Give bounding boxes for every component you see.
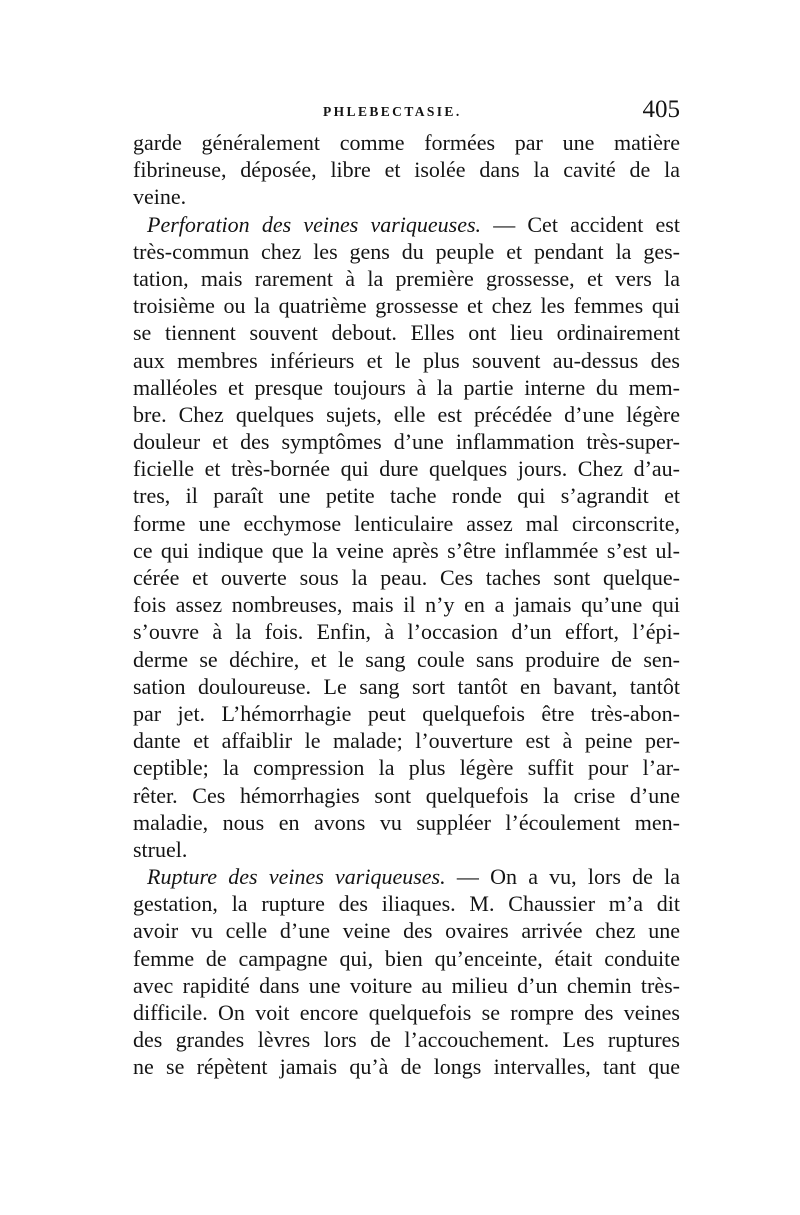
text-line: ceptible; la compression la plus légère suffit pour l’ar-: [133, 755, 680, 781]
text-line: avoir vu celle d’une veine des ovaires arrivée chez une: [133, 918, 680, 944]
text-line: ficielle et très-bornée qui dure quelques jours. Chez d’au-: [133, 456, 680, 482]
text-line: femme de campagne qui, bien qu’enceinte, était conduite: [133, 945, 680, 971]
running-head: PHLEBECTASIE.: [323, 104, 462, 119]
text-line: derme se déchire, et le sang coule sans produire de sen-: [133, 646, 680, 672]
page-number: 405: [642, 96, 680, 123]
section-heading: Rupture des veines variqueuses.: [147, 864, 446, 890]
text-line: veine.: [133, 184, 187, 210]
text-line: forme une ecchymose lenticulaire assez mal circonscrite,: [133, 510, 680, 536]
text-line: se tiennent souvent debout. Elles ont lieu ordinairement: [133, 320, 680, 346]
text-line: par jet. L’hémorrhagie peut quelquefois être très-abon-: [133, 700, 680, 726]
text-line: fois assez nombreuses, mais il n’y en a jamais qu’une qui: [133, 592, 680, 618]
text-line: maladie, nous en avons vu suppléer l’écoulement men-: [133, 809, 680, 835]
text-line: cérée et ouverte sous la peau. Ces taches sont quelque-: [133, 565, 680, 590]
text-line: avec rapidité dans une voiture au milieu d’un chemin très-: [133, 972, 680, 998]
text-line: difficile. On voit encore quelquefois se rompre des veines: [133, 1000, 680, 1025]
text-line: fibrineuse, déposée, libre et isolée dans la cavité de la: [133, 157, 680, 183]
section-heading-line: Rupture des veines variqueuses. — On a vu, lors de la: [147, 864, 680, 890]
page-header: [133, 96, 680, 130]
text-line: rêter. Ces hémorrhagies sont quelquefois la crise d’une: [133, 782, 680, 808]
text-line: bre. Chez quelques sujets, elle est précédée d’une légère: [133, 401, 680, 427]
text-line: tres, il paraît une petite tache ronde qui s’agrandit et: [133, 483, 680, 509]
text-line: ce qui indique que la veine après s’être inflammée s’est ul-: [133, 537, 680, 563]
section-heading-line: Perforation des veines variqueuses. — Cet accident est: [147, 211, 680, 237]
text-line: dante et affaiblir le malade; l’ouverture est à peine per-: [133, 728, 680, 754]
text-line: struel.: [133, 836, 188, 862]
text-line: garde généralement comme formées par une matière: [133, 130, 680, 155]
text-line: sation douloureuse. Le sang sort tantôt en bavant, tantôt: [133, 673, 680, 699]
text-line: gestation, la rupture des iliaques. M. Chaussier m’a dit: [133, 891, 680, 917]
text-line: malléoles et presque toujours à la partie interne du mem-: [133, 374, 680, 400]
text-line: très-commun chez les gens du peuple et pendant la ges-: [133, 238, 680, 264]
body-text: [133, 129, 680, 1081]
text-line: aux membres inférieurs et le plus souvent au-dessus des: [133, 347, 680, 373]
text-line: des grandes lèvres lors de l’accouchement. Les ruptures: [133, 1027, 680, 1053]
text-line: tation, mais rarement à la première grossesse, et vers la: [133, 265, 680, 291]
text-line: ne se répètent jamais qu’à de longs intervalles, tant que: [133, 1054, 680, 1080]
text-line: douleur et des symptômes d’une inflammation très-super-: [133, 429, 680, 455]
section-heading: Perforation des veines variqueuses.: [147, 211, 482, 237]
text-line: troisième ou la quatrième grossesse et chez les femmes qui: [133, 293, 680, 319]
text-line: s’ouvre à la fois. Enfin, à l’occasion d’un effort, l’épi-: [133, 619, 680, 645]
